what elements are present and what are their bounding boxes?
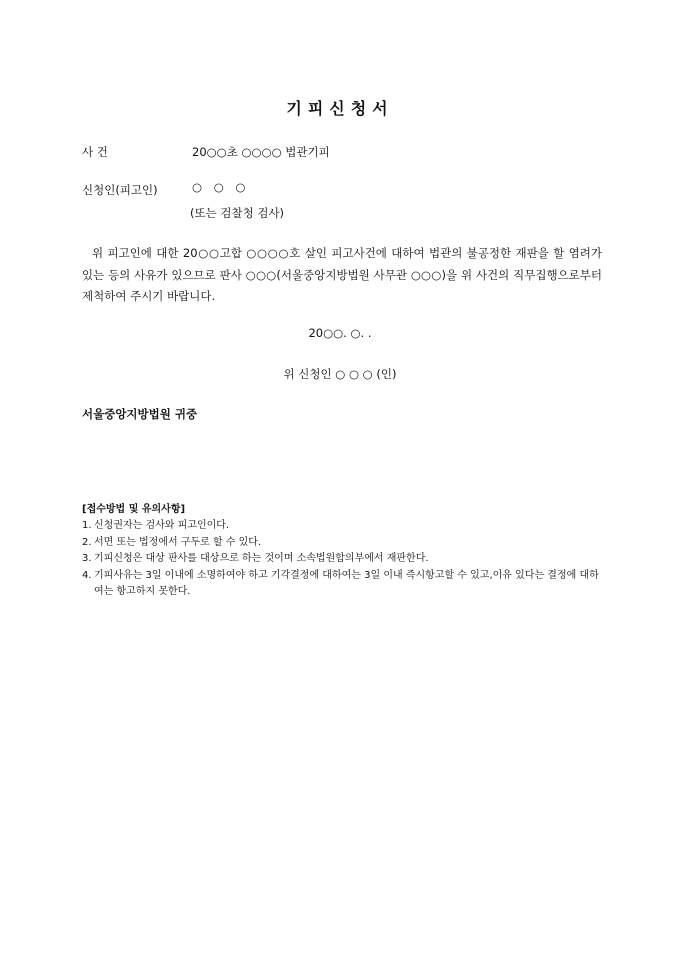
list-item (82, 518, 606, 535)
note-number: 4. (82, 569, 92, 581)
note-text: 기피사유는 3일 이내에 소명하여야 하고 기각결정에 대하여는 3일 이내 즉시항고할 수 있고,이유 있다는 결정에 대하여는 항고하지 못한다. (94, 569, 599, 597)
note-number: 1. (82, 520, 92, 531)
case-value: 20○○초 ○○○○ 법관기피 (192, 145, 330, 159)
document-title: 기피신청서 (286, 99, 394, 118)
date-line: 20○○. ○. . (308, 326, 372, 340)
case-label: 사 건 (82, 145, 108, 159)
list-item (82, 535, 606, 552)
list-item (82, 551, 606, 568)
note-text: 기피신청은 대상 판사를 대상으로 하는 것이며 소속법원합의부에서 재판한다. (94, 553, 429, 564)
note-number: 3. (82, 553, 92, 564)
signature-line: 위 신청인 ○ ○ ○ (인) (283, 367, 397, 381)
applicant-value: ○ ○ ○ (192, 180, 250, 194)
notes-list (82, 518, 606, 601)
applicant-label: 신청인(피고인) (82, 183, 158, 197)
note-text: 서면 또는 법정에서 구두로 할 수 있다. (94, 536, 262, 548)
body-paragraph: 위 피고인에 대한 20○○고합 ○○○○호 살인 피고사건에 대하여 법관의 불공정한 재판을 할 염려가 있는 등의 사유가 있으므로 판사 ○○○(서울중앙지방법원 사무관 ○○○)을 위 사건의 직무집행으로부터 제척하여 주시기 바랍니다. (82, 246, 602, 303)
recipient-court: 서울중앙지방법원 귀중 (82, 407, 198, 421)
notes-heading: [접수방법 및 유의사항] (82, 504, 186, 515)
list-item (82, 568, 606, 601)
note-number: 2. (82, 536, 92, 548)
applicant-alternative: (또는 검찰청 검사) (190, 206, 285, 220)
note-text: 신청권자는 검사와 피고인이다. (94, 520, 230, 531)
